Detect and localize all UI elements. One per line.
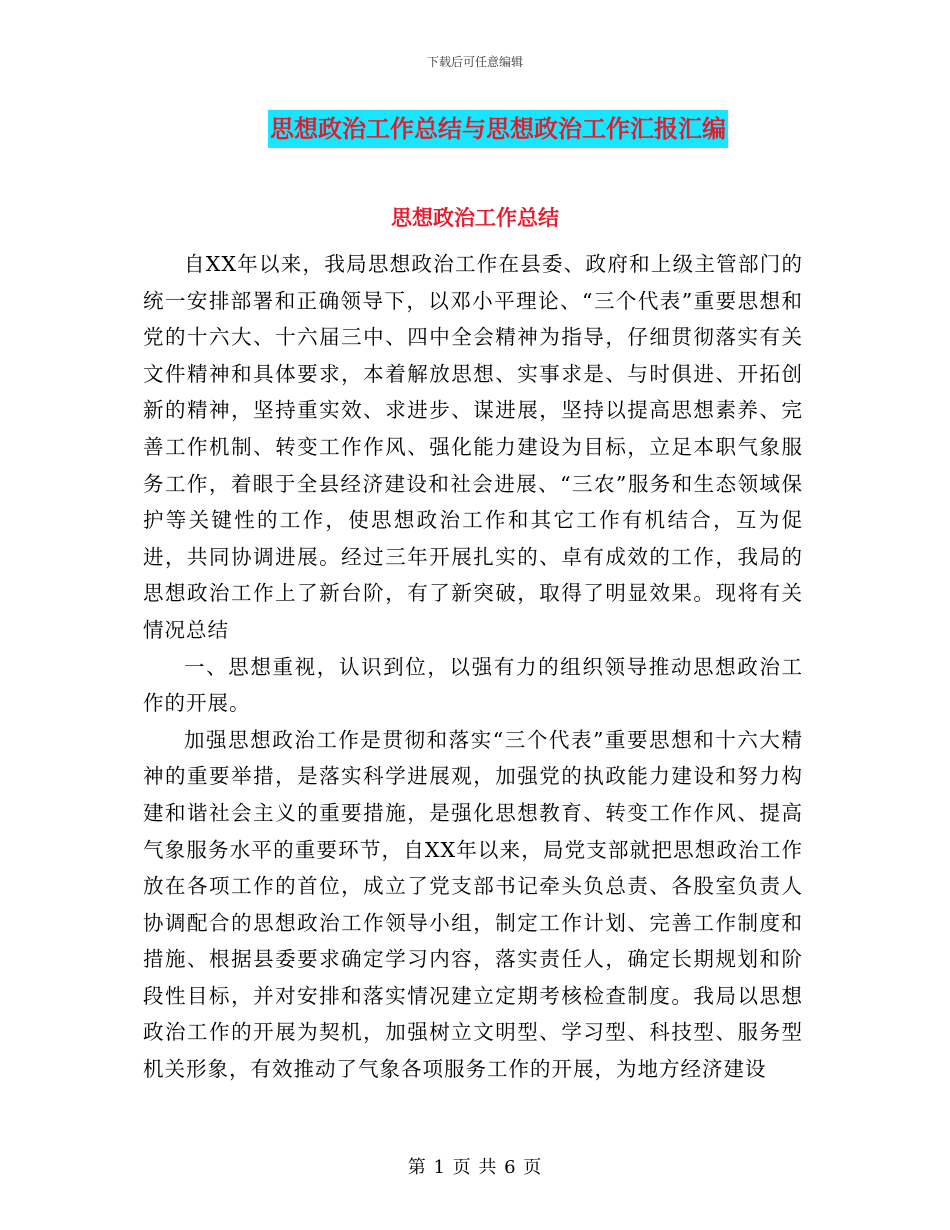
paragraph: 一、思想重视，认识到位，以强有力的组织领导推动思想政治工作的开展。 — [143, 654, 803, 716]
paragraph: 自XX年以来，我局思想政治工作在县委、政府和上级主管部门的统一安排部署和正确领导下，以邓小平理论、“三个代表”重要思想和党的十六大、十六届三中、四中全会精神为指导，仔细贯彻落实有关文件精神和具体要求，本着解放思想、实事求是、与时俱进、开拓创新的精神，坚持重实效、求进步、谋进展，坚持以提高思想素养、完善工作机制、转变工作作风、强化能力建设为目标，立足本职气象服务工作，着眼于全县经济建设和社会进展、“三农”服务和生态领域保护等关键性的工作，使思想政治工作和其它工作有机结合，互为促进，共同协调进展。经过三年开展扎实的、卓有成效的工作，我局的思想政治工作上了新台阶，有了新突破，取得了明显效果。现将有关情况总结 — [143, 252, 803, 642]
section-title: 思想政治工作总结 — [391, 206, 559, 230]
document-title: 思想政治工作总结与思想政治工作汇报汇编 — [268, 110, 728, 148]
page-footer: 第 1 页 共 6 页 — [407, 1157, 543, 1178]
document-body — [143, 246, 803, 1088]
paragraph: 加强思想政治工作是贯彻和落实“三个代表”重要思想和十六大精神的重要举措，是落实科学进展观，加强党的执政能力建设和努力构建和谐社会主义的重要措施，是强化思想教育、转变工作作风、提高气象服务水平的重要环节，自XX年以来，局党支部就把思想政治工作放在各项工作的首位，成立了党支部书记牵头负总责、各股室负责人协调配合的思想政治工作领导小组，制定工作计划、完善工作制度和措施、根据县委要求确定学习内容，落实责任人，确定长期规划和阶段性目标，并对安排和落实情况建立定期考核检查制度。我局以思想政治工作的开展为契机，加强树立文明型、学习型、科技型、服务型机关形象，有效推动了气象各项服务工作的开展，为地方经济建设 — [143, 727, 803, 1082]
header-note: 下载后可任意编辑 — [426, 55, 523, 69]
document-title-container — [0, 110, 950, 148]
